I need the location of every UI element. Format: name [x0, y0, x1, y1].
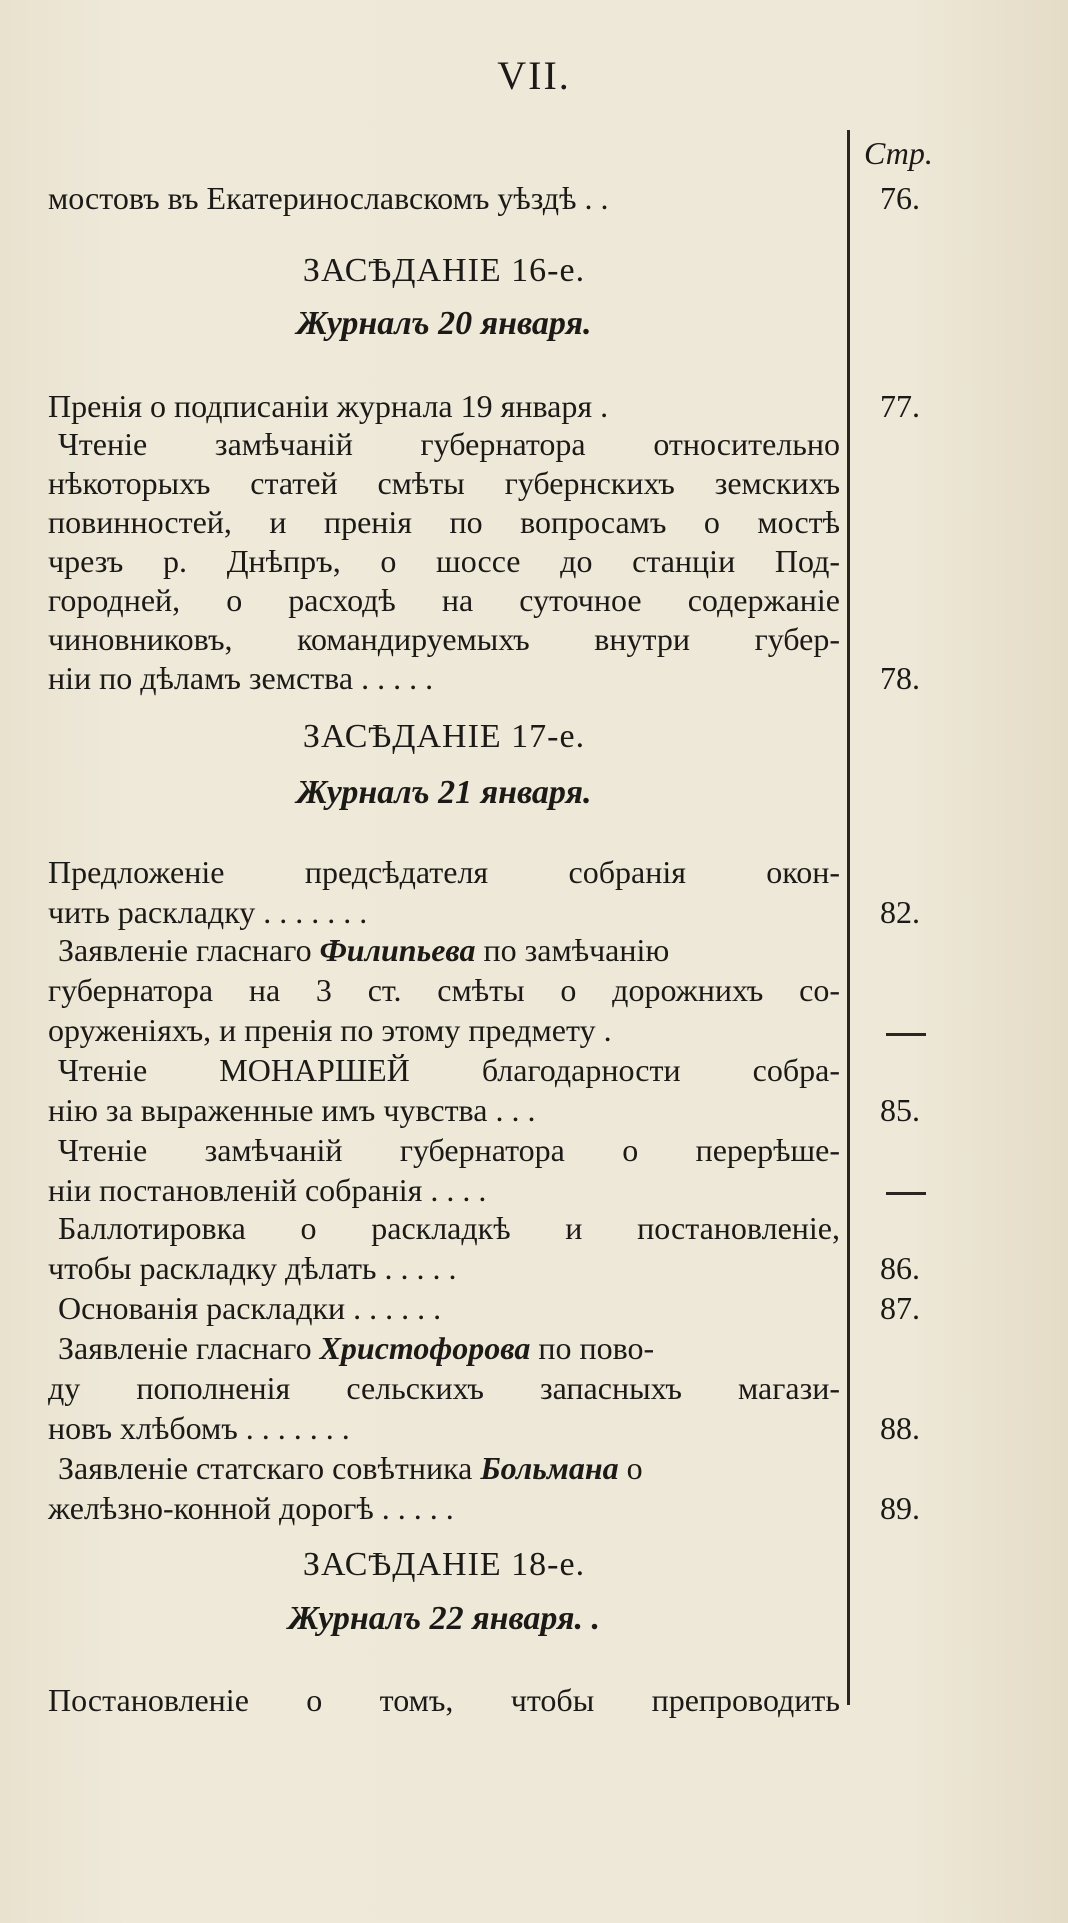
- page-number: 86.: [880, 1250, 920, 1286]
- session-heading: ЗАСѢДАНІЕ 18-е.: [302, 1546, 586, 1583]
- toc-text: Заявленіе гласнаго: [58, 1330, 320, 1366]
- toc-line: новъ хлѣбомъ . . . . . . .: [48, 1410, 350, 1446]
- ditto-dash: [886, 1033, 926, 1036]
- ditto-dash: [886, 1192, 926, 1195]
- toc-line: чтобы раскладку дѣлать . . . . .: [48, 1250, 457, 1286]
- toc-line: [48, 930, 840, 970]
- page-number: 87.: [880, 1290, 920, 1326]
- page-number: 88.: [880, 1410, 920, 1446]
- toc-line: Чтеніе замѣчаній губернатора относительно: [58, 426, 840, 462]
- toc-text: по пово-: [530, 1330, 655, 1366]
- toc-line: чрезъ р. Днѣпръ, о шоссе до станціи Под-: [48, 543, 840, 579]
- toc-line: городней, о расходѣ на суточное содержаніе: [48, 582, 840, 618]
- toc-line: Пренія о подписаніи журнала 19 января .: [48, 388, 609, 424]
- session-heading: ЗАСѢДАНІЕ 17-е.: [302, 718, 586, 755]
- toc-line: оруженіяхъ, и пренія по этому предмету .: [48, 1012, 612, 1048]
- journal-date: Журналъ 22 января. .: [288, 1600, 600, 1637]
- toc-line: ніи постановленій собранія . . . .: [48, 1172, 487, 1208]
- toc-line: нію за выраженные имъ чувства . . .: [48, 1092, 536, 1128]
- toc-line: чиновниковъ, командируемыхъ внутри губер-: [48, 621, 840, 657]
- toc-line: Предложеніе предсѣдателя собранія окон-: [48, 854, 840, 890]
- toc-line: ніи по дѣламъ земства . . . . .: [48, 660, 434, 696]
- toc-line: ду пополненія сельскихъ запасныхъ магази-: [48, 1370, 840, 1406]
- toc-line: губернатора на 3 ст. смѣты о дорожнихъ со-: [48, 972, 840, 1008]
- person-name: Филипьева: [319, 932, 476, 968]
- toc-line: Чтеніе МОНАРШЕЙ благодарности собра-: [58, 1052, 840, 1088]
- toc-line: нѣкоторыхъ статей смѣты губернскихъ земскихъ: [48, 465, 840, 501]
- toc-line: [48, 1448, 840, 1488]
- page-number: 78.: [880, 660, 920, 696]
- page-folio: VII.: [497, 53, 571, 98]
- page-column-header: Стр.: [864, 135, 933, 171]
- toc-line: [48, 1328, 840, 1368]
- person-name: Христофорова: [319, 1330, 531, 1366]
- toc-line: чить раскладку . . . . . . .: [48, 894, 368, 930]
- toc-line: Чтеніе замѣчаній губернатора о перерѣше-: [58, 1132, 840, 1168]
- toc-line: мостовъ въ Екатеринославскомъ уѣздѣ . .: [48, 180, 609, 216]
- page-number: 85.: [880, 1092, 920, 1128]
- page-number: 82.: [880, 894, 920, 930]
- toc-line: Основанія раскладки . . . . . .: [58, 1290, 442, 1326]
- session-heading: ЗАСѢДАНІЕ 16-е.: [302, 252, 586, 289]
- toc-line: повинностей, и пренія по вопросамъ о мостѣ: [48, 504, 840, 540]
- page-number: 77.: [880, 388, 920, 424]
- toc-text: о: [618, 1450, 643, 1486]
- journal-date: Журналъ 21 января.: [296, 774, 592, 811]
- toc-text: Заявленіе статскаго совѣтника: [58, 1450, 481, 1486]
- toc-line: Баллотировка о раскладкѣ и постановленіе,: [58, 1210, 840, 1246]
- page-number: 89.: [880, 1490, 920, 1526]
- toc-line: желѣзно-конной дорогѣ . . . . .: [48, 1490, 454, 1526]
- toc-line: Постановленіе о томъ, чтобы препроводить: [48, 1682, 840, 1718]
- column-rule: [847, 130, 850, 1705]
- page-number: 76.: [880, 180, 920, 216]
- toc-text: по замѣчанію: [475, 932, 670, 968]
- person-name: Больмана: [480, 1450, 619, 1486]
- toc-text: Заявленіе гласнаго: [58, 932, 320, 968]
- journal-date: Журналъ 20 января.: [296, 305, 592, 342]
